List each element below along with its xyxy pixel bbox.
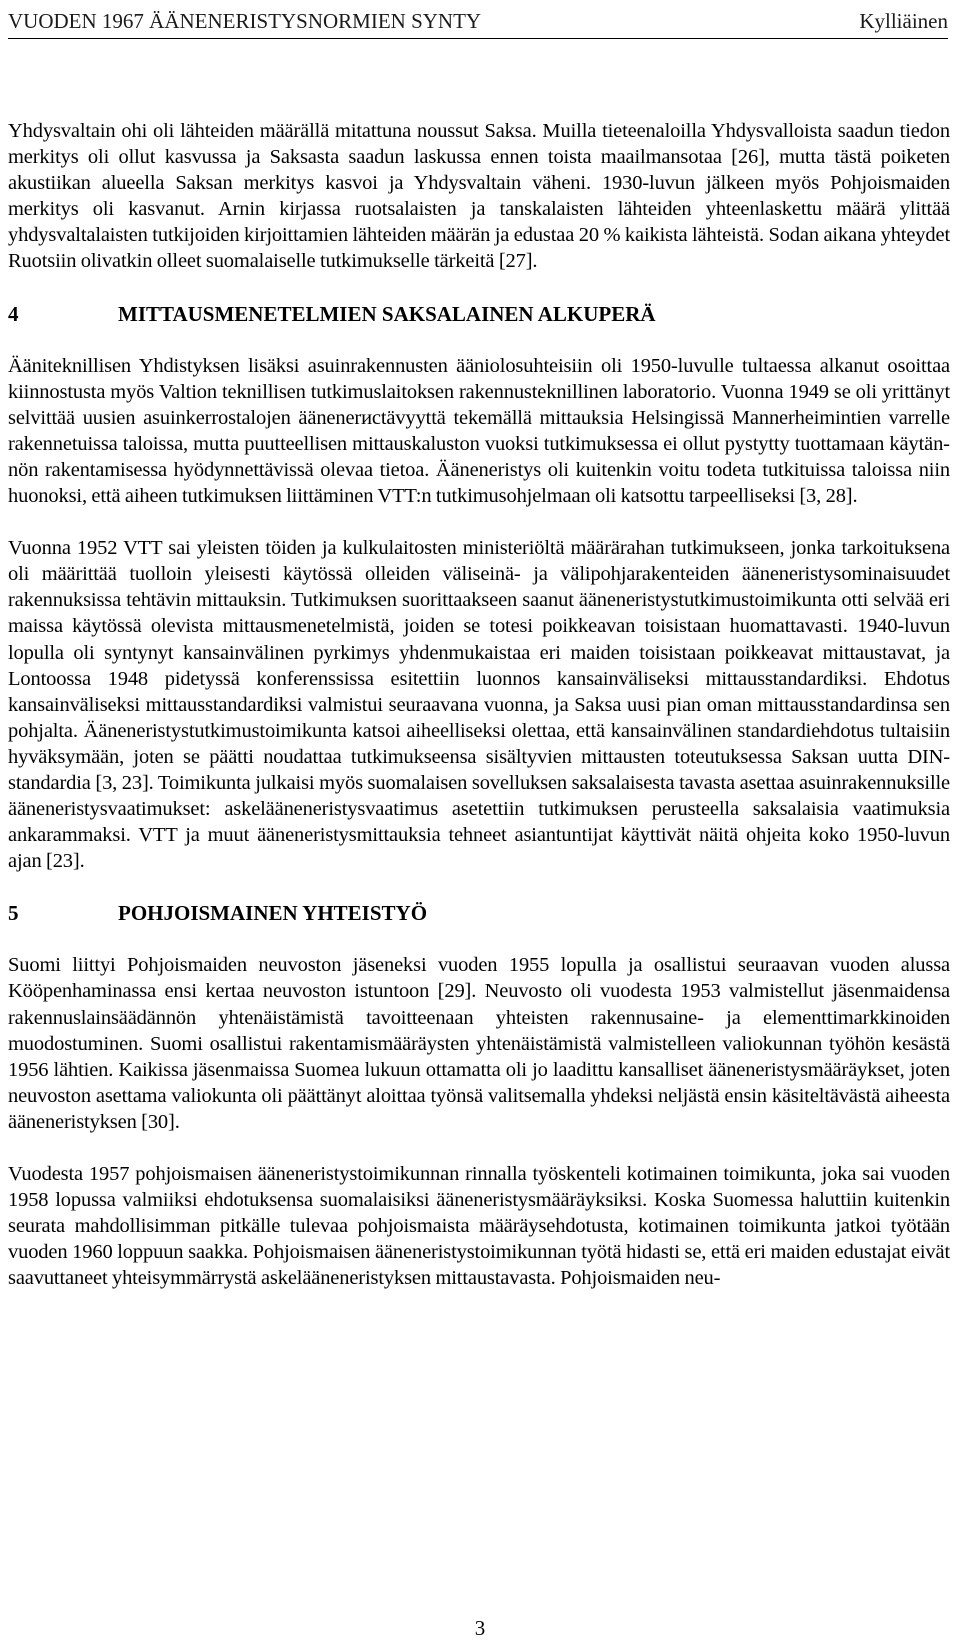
paragraph-3: Vuonna 1952 VTT sai yleisten töiden ja kulkulaitosten ministeriöltä määrärahan tutkimukseen, jonka tarkoituksena oli määrittää tuolloin yleisesti käytössä olleiden väliseinä- ja välipohjarakenteiden ääneneristysominaisuudet rakennuksissa tehtävin mittauksin. Tutkimuksen suorittaakseen saanut ääneneristystutkimustoimikunta otti selvää eri maissa käytössä olevista mittausmenetelmistä, joiden se totesi poikkeavan toisistaan huomattavasti. 1940-luvun lopulla oli syntynyt kansainvälinen pyrkimys yhdenmukaistaa eri maiden toisistaan poikkeavat mittaustavat, ja Lontoossa 1948 pidetyssä konferenssissa esitettiin luonnos kansainväliseksi mittausstandardiksi. Ehdotus kansainväliseksi mittausstandardiksi valmistui seuraavana vuonna, ja Saksa uusi pian oman mittausstandardinsa sen pohjalta. Ääneneristystutkimustoimikunta katsoi aiheelliseksi olettaa, että kansainvälinen standardiehdotus tultaisiin hyväksymään, joten se päätti noudattaa tutkimukseensa sisältyvien mittausten toteutuksessa Saksan uutta DIN-standardia [3, 23]. Toimikunta julkaisi myös suomalaisen sovelluksen saksalaisesta tavasta asettaa asuinrakennuksille ääneneristysvaatimukset: askelääneneristysvaatimus asetettiin tutkimuksen perusteella saksalaisia vaatimuksia ankarammaksi. VTT ja muut ääneneristysmittauksia tehneet asiantuntijat käyttivät näitä ohjeita koko 1950-luvun ajan [23]. — [8, 537, 950, 873]
section-title: POHJOISMAINEN YHTEISTYÖ — [118, 901, 428, 926]
section-number: 5 — [8, 901, 19, 926]
section-heading-5 — [8, 900, 950, 926]
page-number: 3 — [474, 1616, 486, 1640]
header-title: VUODEN 1967 ÄÄNENERISTYSNORMIEN SYNTY — [8, 9, 482, 33]
paragraph-2: Ääniteknillisen Yhdistyksen lisäksi asuinrakennusten ääniolosuhteisiin oli 1950-luvulle tultaessa alkanut osoittaa kiinnostusta myös Valtion teknillisen tutkimuslaitoksen rakennusteknillinen laboratorio. Vuonna 1949 se oli yrittänyt selvittää uusien asuinkerrostalojen äänenerисtävyyttä tekemällä mittauksia Helsingissä Mannerheimintien varrelle rakennetuissa taloissa, mutta puutteellisen mittauskaluston vuoksi tutkimuksessa ei ollut pystytty tuottamaan käytännön rakentamisessa hyödynnettävissä olevaa tietoa. Ääneneristys oli kuitenkin voitu todeta tutkituissa taloissa niin huonoksi, että aiheen tutkimuksen liittäminen VTT:n tutkimusohjelmaan oli katsottu tarpeelliseksi [3, 28]. — [8, 354, 950, 508]
paragraph-1: Yhdysvaltain ohi oli lähteiden määrällä mitattuna noussut Saksa. Muilla tieteenaloilla Yhdysvalloista saadun tiedon merkitys oli ollut kasvussa ja Saksasta saadun laskussa ennen toista maailmansotaa [26], mutta tästä poiketen akustiikan alueella Saksan merkitys kasvoi ja Yhdysvaltain väheni. 1930-luvun jälkeen myös Pohjoismaiden merkitys oli kasvanut. Arnin kirjassa ruotsalaisten ja tanskalaisten lähteiden yhteenlaskettu määrä ylittää yhdysvaltalaisten tutkijoiden kirjoittamien lähteiden määrän ja edustaa 20 % kaikista lähteistä. Sodan aikana yhteydet Ruotsiin olivatkin olleet suomalaiselle tutkimukselle tärkeitä [27]. — [8, 120, 950, 273]
header-author: Kylliäinen — [859, 9, 948, 33]
paragraph-4: Suomi liittyi Pohjoismaiden neuvoston jäseneksi vuoden 1955 lopulla ja osallistui seuraavan vuoden alussa Kööpenhaminassa ensi kertaa neuvoston istuntoon [29]. Neuvosto oli vuodesta 1953 valmistellut jäsenmaidensa rakennuslainsäädännön yhtenäistämistä tavoitteenaan yhteisten rakennusaine- ja elementtimarkkinoiden muodostuminen. Suomi osallistui rakentamismääräysten yhtenäistämistä valmistelleen valiokunnan työhön kesästä 1956 lähtien. Kaikissa jäsenmaissa Suomea lukuun ottamatta oli jo laadittu kansalliset ääneneristysmääräykset, joten neuvoston asettama valiokunta oli päättänyt aloittaa työnsä valitsemalla yhdeksi neljästä ensin käsiteltävästä aiheesta ääneneristyksen [30]. — [8, 954, 950, 1133]
paragraph-5: Vuodesta 1957 pohjoismaisen ääneneristystoimikunnan rinnalla työskenteli kotimainen toimikunta, joka sai vuoden 1958 lopussa valmiiksi ehdotuksensa suomalaisiksi ääneneristysmääräyksiksi. Koska Suomessa haluttiin kuitenkin seurata mahdollisimman pitkälle tulevaa pohjoismaista määräysehdotusta, kotimainen toimikunta jatkoi työtään vuoden 1960 loppuun saakka. Pohjoismaisen ääneneristystoimikunnan työtä hidasti se, että eri maiden edustajat eivät saavuttaneet yhteisymmärrystä askelääneneristyksen mittaustavasta. Pohjoismaiden neu- — [8, 1163, 950, 1290]
running-header — [8, 4, 948, 39]
section-heading-4 — [8, 301, 950, 327]
section-number: 4 — [8, 301, 19, 326]
section-title: MITTAUSMENETELMIEN SAKSALAINEN ALKUPERÄ — [118, 301, 656, 326]
page-content — [8, 118, 950, 1291]
